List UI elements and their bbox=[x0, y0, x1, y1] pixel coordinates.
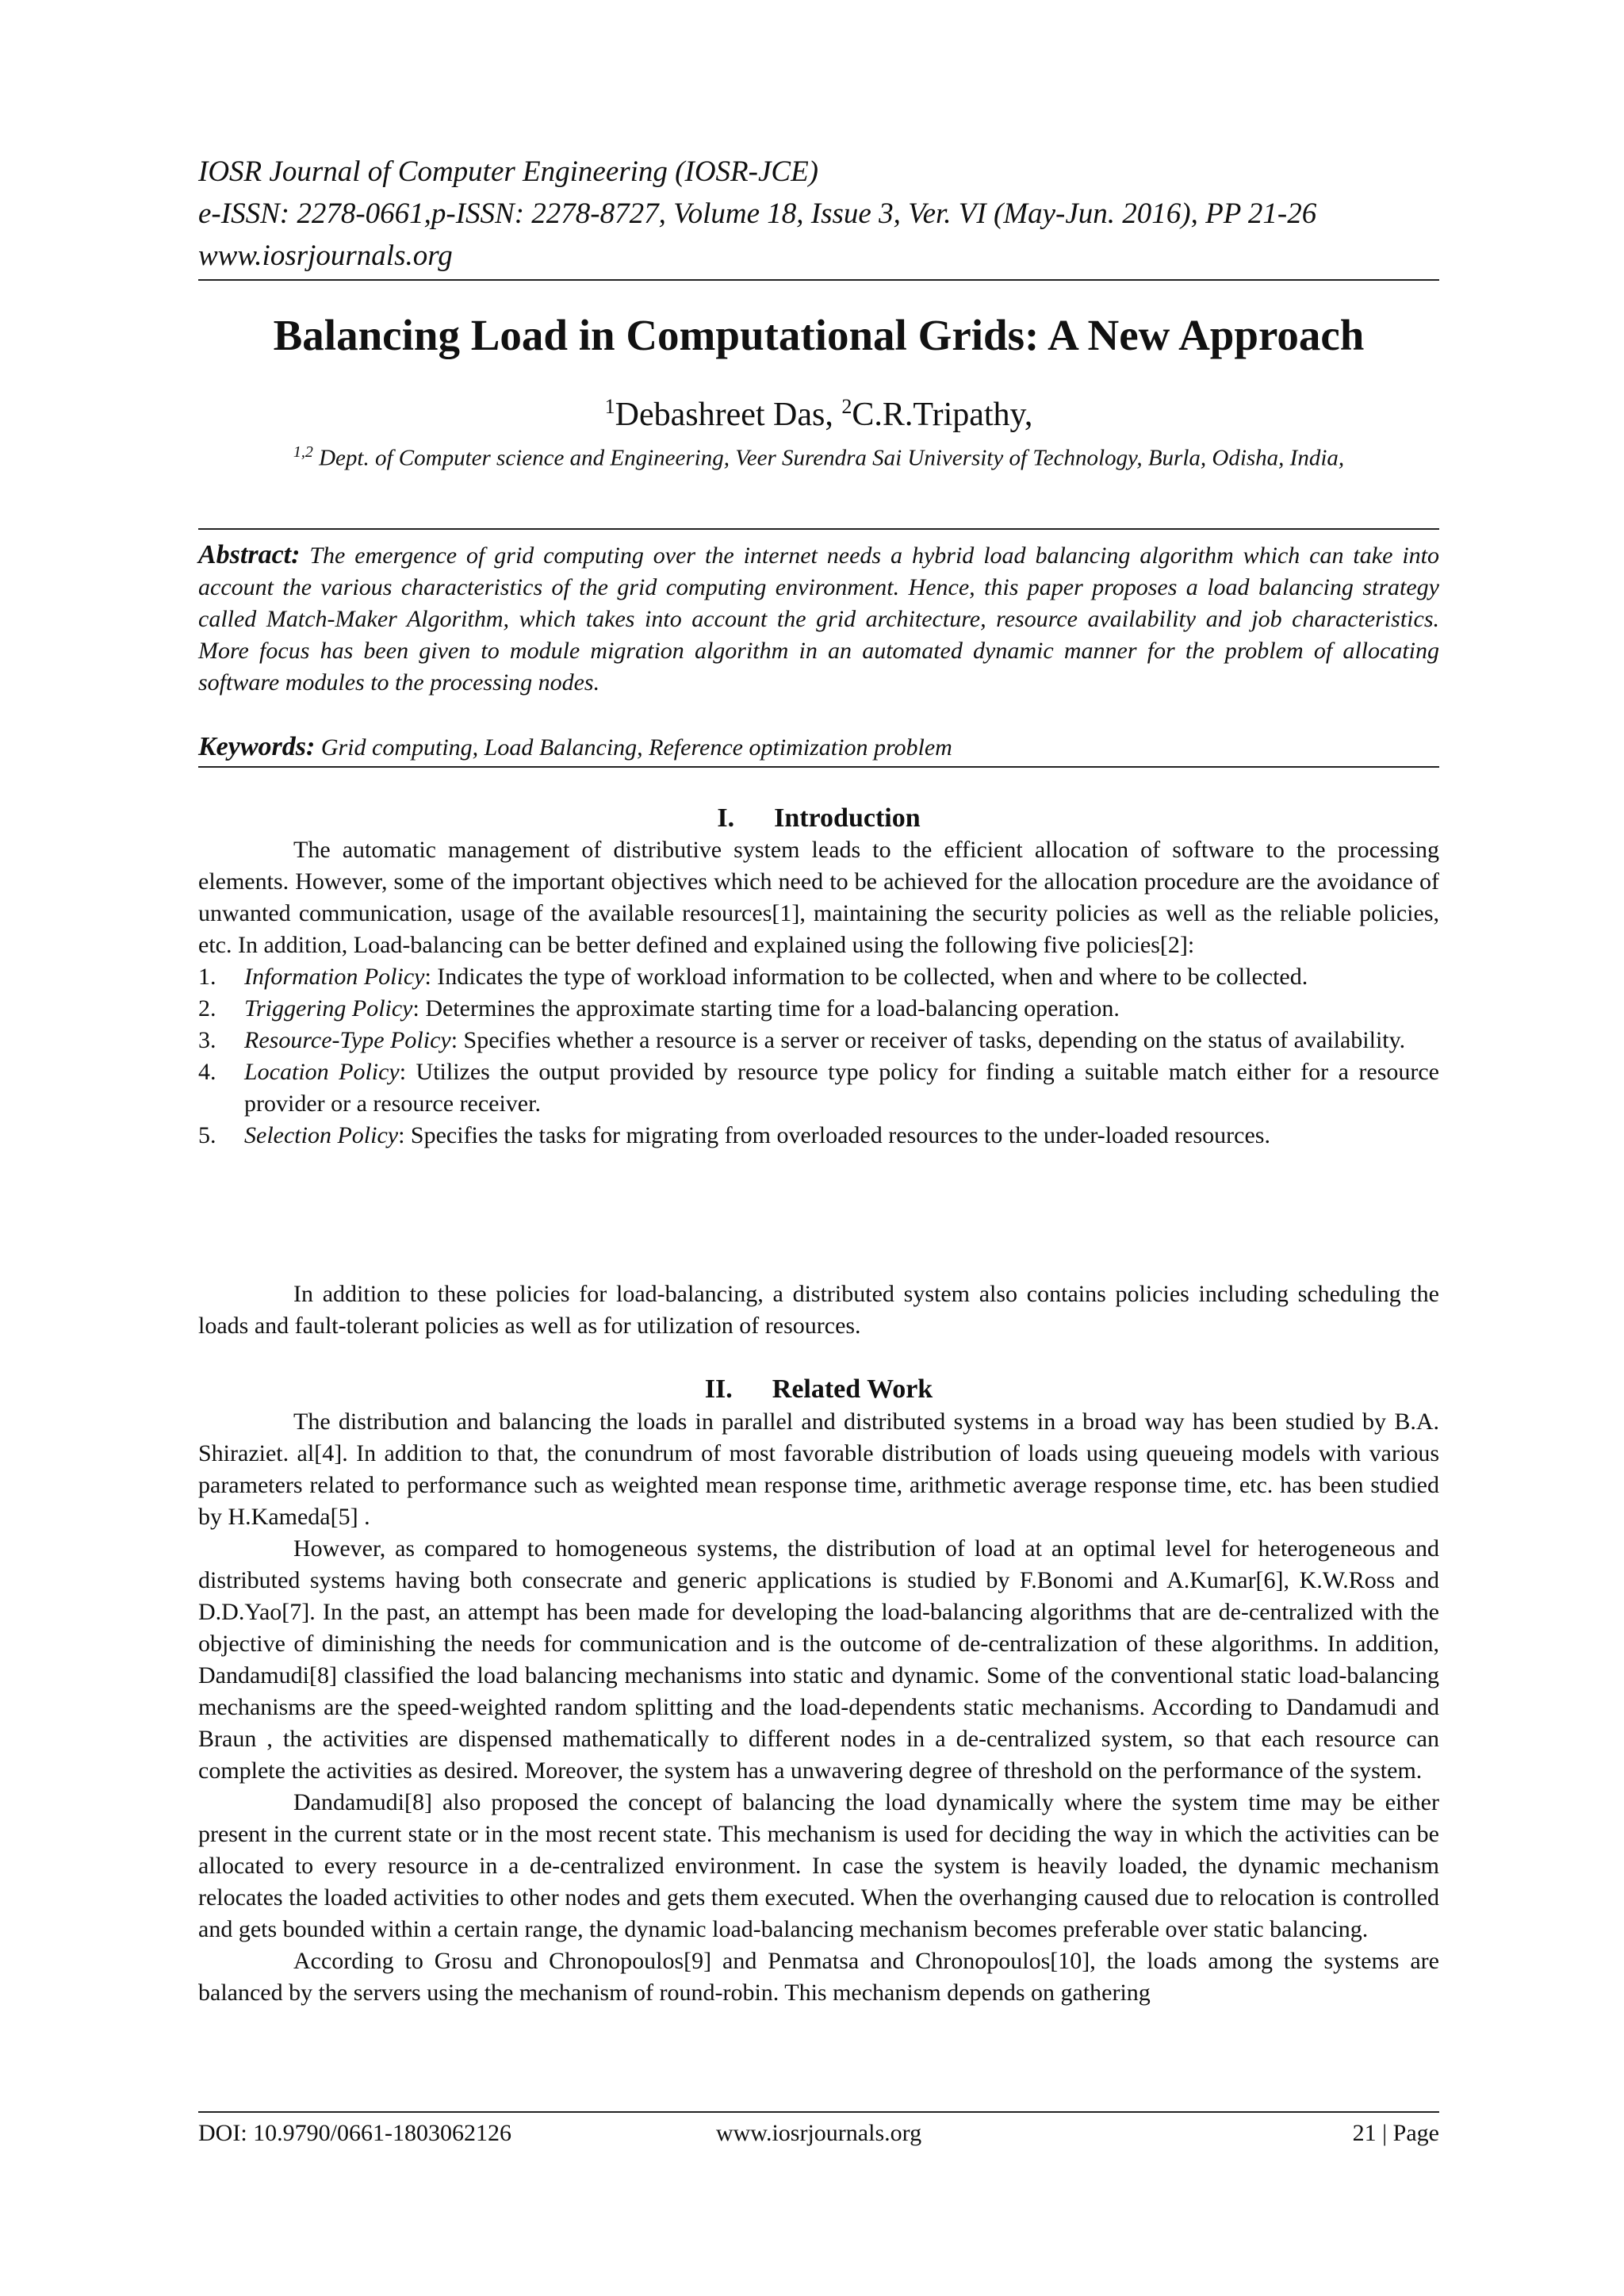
footer-divider bbox=[198, 2111, 1439, 2113]
paper-title: Balancing Load in Computational Grids: A New Approach bbox=[273, 311, 1365, 359]
policy-name: Location Policy bbox=[244, 1059, 400, 1085]
paper-page bbox=[198, 0, 1439, 2296]
abstract-label: Abstract: bbox=[198, 540, 301, 569]
list-item bbox=[198, 1056, 1439, 1120]
policy-name: Triggering Policy bbox=[244, 995, 413, 1022]
list-item bbox=[198, 1120, 1439, 1152]
policy-name: Resource-Type Policy bbox=[244, 1027, 451, 1053]
header-divider bbox=[198, 279, 1439, 281]
abstract-text: The emergence of grid computing over the internet needs a hybrid load balancing algorithm which can take into account the various characteristics of the grid computing environment. Hence, this paper proposes a load balancing strategy called Match-Maker Algorithm, which takes into account the grid architecture, resource availability and job characteristics. More focus has been given to module migration algorithm in an automated dynamic manner for the problem of allocating software modules to the processing nodes. bbox=[198, 542, 1439, 696]
author2-name: C.R.Tripathy, bbox=[852, 397, 1033, 433]
section-heading-introduction bbox=[198, 801, 1439, 836]
journal-header bbox=[198, 151, 1439, 277]
abstract-top-divider bbox=[198, 528, 1439, 530]
journal-issn: e-ISSN: 2278-0661,p-ISSN: 2278-8727, Volume 18, Issue 3, Ver. VI (May-Jun. 2016), PP 21-26 bbox=[198, 197, 1317, 230]
abstract bbox=[198, 539, 1439, 699]
policy-description: : Specifies the tasks for migrating from overloaded resources to the under-loaded resources. bbox=[398, 1122, 1270, 1148]
keywords bbox=[198, 731, 1439, 764]
policy-description: : Specifies whether a resource is a server or receiver of tasks, depending on the status of availability. bbox=[450, 1027, 1406, 1053]
section-number: I. bbox=[717, 803, 735, 833]
author1-name: Debashreet Das, bbox=[615, 397, 833, 433]
journal-website: www.iosrjournals.org bbox=[198, 240, 453, 272]
paragraph: The distribution and balancing the loads in parallel and distributed systems in a broad way has been studied by B.A. Shiraziet. al[4]. In addition to that, the conundrum of most favorable distribution of loads using queueing models with various parameters related to performance such as weighted mean response time, arithmetic average response time, etc. has been studied by H.Kameda[5] . bbox=[198, 1409, 1439, 1530]
policy-name: Information Policy bbox=[244, 964, 425, 990]
paragraph: In addition to these policies for load-balancing, a distributed system also contains policies including scheduling the loads and fault-tolerant policies as well as for utilization of resources. bbox=[198, 1281, 1439, 1339]
footer-website: www.iosrjournals.org bbox=[715, 2120, 922, 2146]
policy-description: : Determines the approximate starting time for a load-balancing operation. bbox=[412, 995, 1120, 1022]
section-title: Related Work bbox=[772, 1374, 933, 1404]
author2-superscript: 2 bbox=[841, 395, 852, 418]
policy-name: Selection Policy bbox=[244, 1122, 399, 1148]
list-marker: 5. bbox=[198, 1122, 216, 1148]
journal-name: IOSR Journal of Computer Engineering (IOSR-JCE) bbox=[198, 155, 818, 188]
list-item bbox=[198, 1025, 1439, 1056]
list-marker: 2. bbox=[198, 995, 216, 1022]
policy-description: : Indicates the type of workload information to be collected, when and where to be collected. bbox=[424, 964, 1308, 990]
abstract-bottom-divider bbox=[198, 766, 1439, 768]
section-heading-related-work bbox=[198, 1372, 1439, 1407]
paragraph: The automatic management of distributive system leads to the efficient allocation of software to the processing elements. However, some of the important objectives which need to be achieved for the allocation procedure are the avoidance of unwanted communication, usage of the available resources[1], maintaining the security policies as well as the reliable policies, etc. In addition, Load-balancing can be better defined and explained using the following five policies[2]: bbox=[198, 837, 1439, 958]
author1-superscript: 1 bbox=[604, 395, 615, 418]
footer-page-number: 21 | Page bbox=[1352, 2120, 1439, 2146]
list-item bbox=[198, 961, 1439, 993]
list-marker: 4. bbox=[198, 1059, 216, 1085]
section-number: II. bbox=[704, 1374, 733, 1404]
section-title: Introduction bbox=[774, 803, 921, 833]
introduction-body bbox=[198, 834, 1439, 1152]
footer-doi: DOI: 10.9790/0661-1803062126 bbox=[198, 2120, 511, 2146]
keywords-label: Keywords: bbox=[198, 732, 316, 761]
policy-description: : Utilizes the output provided by resource type policy for finding a suitable match either for a resource provider or a resource receiver. bbox=[244, 1059, 1439, 1117]
paragraph: Dandamudi[8] also proposed the concept of balancing the load dynamically where the system time may be either present in the current state or in the most recent state. This mechanism is used for deciding the way in which the activities can be allocated to every resource in a de-centralized environment. In case the system is heavily loaded, the dynamic mechanism relocates the loaded activities to other nodes and gets them executed. When the overhanging caused due to relocation is controlled and gets bounded within a certain range, the dynamic load-balancing mechanism becomes preferable over static balancing. bbox=[198, 1789, 1439, 1942]
keywords-text: Grid computing, Load Balancing, Reference optimization problem bbox=[320, 734, 952, 761]
affiliation bbox=[198, 436, 1439, 474]
list-marker: 3. bbox=[198, 1027, 216, 1053]
related-work-body bbox=[198, 1406, 1439, 2009]
list-marker: 1. bbox=[198, 964, 216, 990]
policy-list bbox=[198, 961, 1439, 1152]
affiliation-text: Dept. of Computer science and Engineering, Veer Surendra Sai University of Technology, Burla, Odisha, India, bbox=[319, 445, 1345, 471]
paragraph: However, as compared to homogeneous systems, the distribution of load at an optimal level for heterogeneous and distributed systems having both consecrate and generic applications is studied by F.Bonomi and A.Kumar[6], K.W.Ross and D.D.Yao[7]. In the past, an attempt has been made for developing the load-balancing algorithms that are de-centralized with the objective of diminishing the needs for communication and is the outcome of de-centralization of these algorithms. In addition, Dandamudi[8] classified the load balancing mechanisms into static and dynamic. Some of the conventional static load-balancing mechanisms are the speed-weighted random splitting and the load-dependents static mechanisms. According to Dandamudi and Braun , the activities are dispensed mathematically to different nodes in a de-centralized system, so that each resource can complete the activities as desired. Moreover, the system has a unwavering degree of threshold on the performance of the system. bbox=[198, 1535, 1439, 1784]
paragraph: According to Grosu and Chronopoulos[9] and Penmatsa and Chronopoulos[10], the loads among the systems are balanced by the servers using the mechanism of round-robin. This mechanism depends on gathering bbox=[198, 1948, 1439, 2006]
introduction-closing bbox=[198, 1278, 1439, 1342]
affiliation-superscript: 1,2 bbox=[293, 443, 313, 461]
list-item bbox=[198, 993, 1439, 1025]
authors bbox=[198, 385, 1439, 437]
